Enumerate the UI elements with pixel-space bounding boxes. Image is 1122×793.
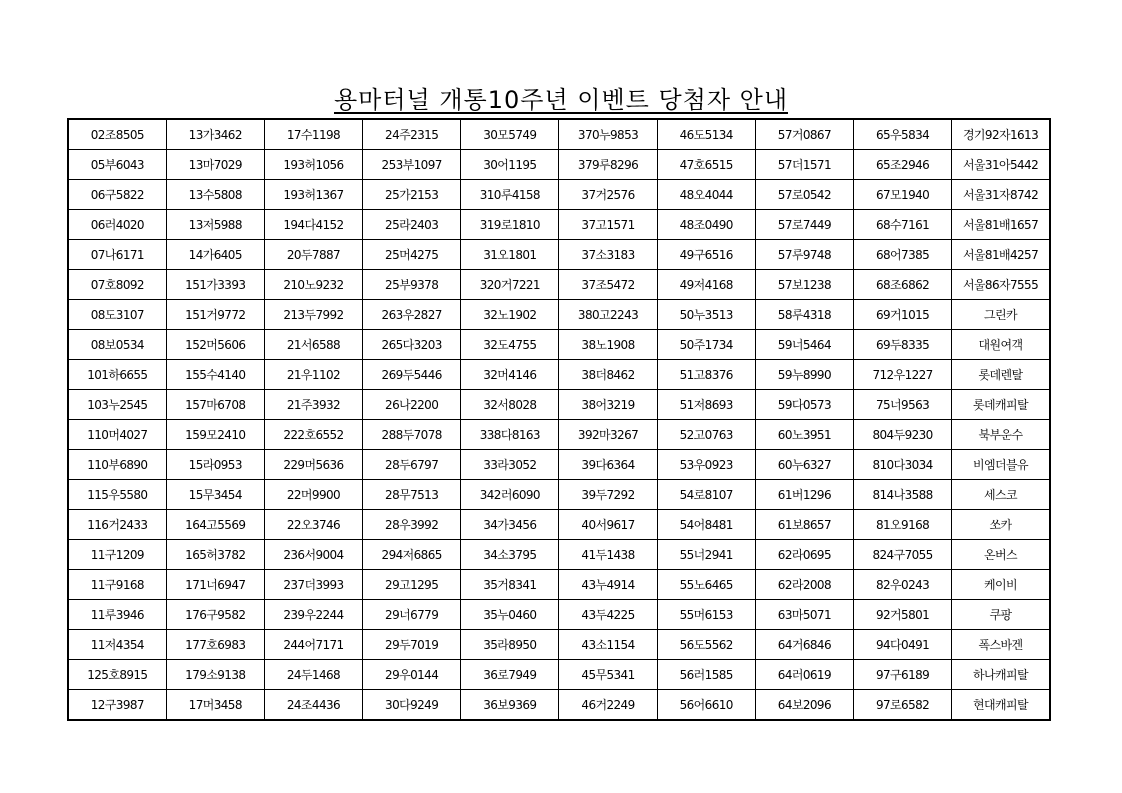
table-cell: 54어8481 (657, 510, 755, 540)
table-row (68, 630, 1050, 660)
table-cell: 103누2545 (68, 390, 166, 420)
table-cell: 194다4152 (264, 210, 362, 240)
table-cell: 177호6983 (166, 630, 264, 660)
table-cell: 97로6582 (854, 690, 952, 721)
table-cell: 392마3267 (559, 420, 657, 450)
table-cell: 경기92자1613 (952, 119, 1050, 150)
table-cell: 24주2315 (363, 119, 461, 150)
table-cell: 49저4168 (657, 270, 755, 300)
table-cell: 236서9004 (264, 540, 362, 570)
table-cell: 824구7055 (854, 540, 952, 570)
table-cell: 37소3183 (559, 240, 657, 270)
table-cell: 68조6862 (854, 270, 952, 300)
table-cell: 케이비 (952, 570, 1050, 600)
table-cell: 380고2243 (559, 300, 657, 330)
table-cell: 68어7385 (854, 240, 952, 270)
table-cell: 57로0542 (755, 180, 853, 210)
table-row (68, 300, 1050, 330)
table-cell: 34소3795 (461, 540, 559, 570)
table-cell: 64거6846 (755, 630, 853, 660)
table-cell: 48오4044 (657, 180, 755, 210)
table-cell: 57보1238 (755, 270, 853, 300)
table-row (68, 180, 1050, 210)
table-cell: 712우1227 (854, 360, 952, 390)
table-cell: 338다8163 (461, 420, 559, 450)
table-cell: 115우5580 (68, 480, 166, 510)
table-cell: 28무7513 (363, 480, 461, 510)
table-cell: 그린카 (952, 300, 1050, 330)
table-cell: 02조8505 (68, 119, 166, 150)
table-cell: 서울31아5442 (952, 150, 1050, 180)
table-cell: 60노3951 (755, 420, 853, 450)
table-row (68, 480, 1050, 510)
table-cell: 64러0619 (755, 660, 853, 690)
table-cell: 22오3746 (264, 510, 362, 540)
table-cell: 롯데렌탈 (952, 360, 1050, 390)
table-cell: 28두6797 (363, 450, 461, 480)
table-row (68, 510, 1050, 540)
table-cell: 11구1209 (68, 540, 166, 570)
table-cell: 30모5749 (461, 119, 559, 150)
table-cell: 244어7171 (264, 630, 362, 660)
table-cell: 25가2153 (363, 180, 461, 210)
table-cell: 155수4140 (166, 360, 264, 390)
table-cell: 151가3393 (166, 270, 264, 300)
table-cell: 53우0923 (657, 450, 755, 480)
table-cell: 대원여객 (952, 330, 1050, 360)
table-cell: 61버1296 (755, 480, 853, 510)
table-cell: 21서6588 (264, 330, 362, 360)
table-cell: 07호8092 (68, 270, 166, 300)
table-cell: 21우1102 (264, 360, 362, 390)
table-cell: 52고0763 (657, 420, 755, 450)
table-cell: 81오9168 (854, 510, 952, 540)
table-row (68, 600, 1050, 630)
table-cell: 07나6171 (68, 240, 166, 270)
table-cell: 165허3782 (166, 540, 264, 570)
table-cell: 35거8341 (461, 570, 559, 600)
table-cell: 65우5834 (854, 119, 952, 150)
table-cell: 57루9748 (755, 240, 853, 270)
table-row (68, 270, 1050, 300)
table-cell: 151거9772 (166, 300, 264, 330)
table-cell: 110부6890 (68, 450, 166, 480)
table-cell: 229머5636 (264, 450, 362, 480)
table-cell: 57거0867 (755, 119, 853, 150)
table-cell: 서울81배4257 (952, 240, 1050, 270)
table-cell: 24두1468 (264, 660, 362, 690)
table-cell: 50주1734 (657, 330, 755, 360)
table-row (68, 330, 1050, 360)
table-cell: 15라0953 (166, 450, 264, 480)
table-cell: 370누9853 (559, 119, 657, 150)
table-cell: 193허1367 (264, 180, 362, 210)
table-cell: 32노1902 (461, 300, 559, 330)
table-cell: 37조5472 (559, 270, 657, 300)
table-cell: 20두7887 (264, 240, 362, 270)
table-cell: 48조0490 (657, 210, 755, 240)
table-cell: 116거2433 (68, 510, 166, 540)
table-cell: 13가3462 (166, 119, 264, 150)
table-cell: 59누8990 (755, 360, 853, 390)
table-cell: 152머5606 (166, 330, 264, 360)
table-cell: 68수7161 (854, 210, 952, 240)
table-cell: 319로1810 (461, 210, 559, 240)
table-cell: 33라3052 (461, 450, 559, 480)
table-cell: 59너5464 (755, 330, 853, 360)
table-cell: 39다6364 (559, 450, 657, 480)
table-cell: 110머4027 (68, 420, 166, 450)
table-cell: 75너9563 (854, 390, 952, 420)
table-cell: 59다0573 (755, 390, 853, 420)
table-cell: 하나캐피탈 (952, 660, 1050, 690)
table-cell: 94다0491 (854, 630, 952, 660)
table-cell: 37고1571 (559, 210, 657, 240)
table-cell: 29너6779 (363, 600, 461, 630)
table-cell: 45무5341 (559, 660, 657, 690)
table-cell: 34가3456 (461, 510, 559, 540)
table-cell: 21주3932 (264, 390, 362, 420)
table-cell: 222호6552 (264, 420, 362, 450)
table-cell: 39두7292 (559, 480, 657, 510)
table-cell: 롯데캐피탈 (952, 390, 1050, 420)
table-cell: 810다3034 (854, 450, 952, 480)
table-cell: 125호8915 (68, 660, 166, 690)
table-cell: 239우2244 (264, 600, 362, 630)
table-cell: 서울81배1657 (952, 210, 1050, 240)
table-cell: 288두7078 (363, 420, 461, 450)
table-cell: 현대캐피탈 (952, 690, 1050, 721)
table-cell: 08보0534 (68, 330, 166, 360)
table-cell: 55너2941 (657, 540, 755, 570)
table-cell: 46거2249 (559, 690, 657, 721)
table-cell: 55머6153 (657, 600, 755, 630)
table-cell: 28우3992 (363, 510, 461, 540)
table-cell: 12구3987 (68, 690, 166, 721)
table-row (68, 450, 1050, 480)
table-cell: 쏘카 (952, 510, 1050, 540)
table-cell: 82우0243 (854, 570, 952, 600)
table-cell: 92거5801 (854, 600, 952, 630)
table-cell: 30어1195 (461, 150, 559, 180)
table-cell: 814나3588 (854, 480, 952, 510)
table-cell: 29두7019 (363, 630, 461, 660)
table-cell: 159모2410 (166, 420, 264, 450)
table-cell: 43두4225 (559, 600, 657, 630)
table-cell: 57더1571 (755, 150, 853, 180)
table-cell: 32서8028 (461, 390, 559, 420)
table-cell: 176구9582 (166, 600, 264, 630)
table-cell: 25라2403 (363, 210, 461, 240)
table-cell: 56어6610 (657, 690, 755, 721)
table-cell: 32머4146 (461, 360, 559, 390)
table-cell: 60누6327 (755, 450, 853, 480)
table-row (68, 360, 1050, 390)
table-cell: 50누3513 (657, 300, 755, 330)
table-cell: 269두5446 (363, 360, 461, 390)
table-cell: 06러4020 (68, 210, 166, 240)
table-row (68, 150, 1050, 180)
table-cell: 263우2827 (363, 300, 461, 330)
table-cell: 비엠더블유 (952, 450, 1050, 480)
table-cell: 36로7949 (461, 660, 559, 690)
table-cell: 25부9378 (363, 270, 461, 300)
table-cell: 310루4158 (461, 180, 559, 210)
table-row (68, 210, 1050, 240)
table-cell: 63마5071 (755, 600, 853, 630)
table-cell: 62라0695 (755, 540, 853, 570)
table-cell: 13저5988 (166, 210, 264, 240)
table-cell: 06구5822 (68, 180, 166, 210)
table-cell: 69거1015 (854, 300, 952, 330)
table-cell: 43누4914 (559, 570, 657, 600)
table-cell: 55노6465 (657, 570, 755, 600)
table-cell: 265다3203 (363, 330, 461, 360)
table-cell: 38어3219 (559, 390, 657, 420)
table-cell: 14가6405 (166, 240, 264, 270)
table-cell: 804두9230 (854, 420, 952, 450)
table-cell: 11구9168 (68, 570, 166, 600)
table-cell: 31오1801 (461, 240, 559, 270)
table-cell: 08도3107 (68, 300, 166, 330)
table-cell: 세스코 (952, 480, 1050, 510)
table-cell: 51고8376 (657, 360, 755, 390)
table-cell: 35라8950 (461, 630, 559, 660)
table-cell: 38더8462 (559, 360, 657, 390)
table-cell: 17머3458 (166, 690, 264, 721)
table-cell: 61보8657 (755, 510, 853, 540)
winners-table-body (68, 119, 1050, 720)
table-cell: 폭스바겐 (952, 630, 1050, 660)
table-cell: 13수5808 (166, 180, 264, 210)
table-cell: 56러1585 (657, 660, 755, 690)
table-cell: 41두1438 (559, 540, 657, 570)
table-row (68, 420, 1050, 450)
table-cell: 25머4275 (363, 240, 461, 270)
table-cell: 97구6189 (854, 660, 952, 690)
table-cell: 57로7449 (755, 210, 853, 240)
table-row (68, 390, 1050, 420)
table-cell: 쿠팡 (952, 600, 1050, 630)
table-cell: 32도4755 (461, 330, 559, 360)
table-cell: 253부1097 (363, 150, 461, 180)
table-cell: 22머9900 (264, 480, 362, 510)
table-cell: 29고1295 (363, 570, 461, 600)
page-title (0, 80, 1122, 115)
table-cell: 서울31자8742 (952, 180, 1050, 210)
table-cell: 36보9369 (461, 690, 559, 721)
table-cell: 379루8296 (559, 150, 657, 180)
table-cell: 11루3946 (68, 600, 166, 630)
table-cell: 49구6516 (657, 240, 755, 270)
table-cell: 56도5562 (657, 630, 755, 660)
table-cell: 서울86자7555 (952, 270, 1050, 300)
table-cell: 69두8335 (854, 330, 952, 360)
table-cell: 46도5134 (657, 119, 755, 150)
table-cell: 37거2576 (559, 180, 657, 210)
table-cell: 237더3993 (264, 570, 362, 600)
table-cell: 213두7992 (264, 300, 362, 330)
table-cell: 05부6043 (68, 150, 166, 180)
table-cell: 64보2096 (755, 690, 853, 721)
winners-table (67, 118, 1051, 721)
table-cell: 320거7221 (461, 270, 559, 300)
table-cell: 26나2200 (363, 390, 461, 420)
table-cell: 30다9249 (363, 690, 461, 721)
table-row (68, 570, 1050, 600)
table-cell: 15무3454 (166, 480, 264, 510)
table-cell: 65조2946 (854, 150, 952, 180)
table-cell: 13마7029 (166, 150, 264, 180)
table-cell: 67모1940 (854, 180, 952, 210)
table-cell: 54로8107 (657, 480, 755, 510)
table-row (68, 660, 1050, 690)
table-cell: 179소9138 (166, 660, 264, 690)
table-cell: 40서9617 (559, 510, 657, 540)
table-cell: 101하6655 (68, 360, 166, 390)
table-cell: 43소1154 (559, 630, 657, 660)
table-cell: 51저8693 (657, 390, 755, 420)
table-cell: 온버스 (952, 540, 1050, 570)
table-cell: 294저6865 (363, 540, 461, 570)
table-cell: 157마6708 (166, 390, 264, 420)
table-cell: 35누0460 (461, 600, 559, 630)
table-cell: 164고5569 (166, 510, 264, 540)
table-cell: 17수1198 (264, 119, 362, 150)
table-cell: 29우0144 (363, 660, 461, 690)
table-cell: 171너6947 (166, 570, 264, 600)
table-row (68, 240, 1050, 270)
table-cell: 62라2008 (755, 570, 853, 600)
page-title-text: 용마터널 개통10주년 이벤트 당첨자 안내 (334, 86, 788, 114)
table-cell: 북부운수 (952, 420, 1050, 450)
table-row (68, 540, 1050, 570)
table-cell: 210노9232 (264, 270, 362, 300)
table-row (68, 690, 1050, 721)
table-cell: 38노1908 (559, 330, 657, 360)
table-cell: 11저4354 (68, 630, 166, 660)
table-cell: 47호6515 (657, 150, 755, 180)
table-cell: 193허1056 (264, 150, 362, 180)
table-cell: 342러6090 (461, 480, 559, 510)
table-row (68, 119, 1050, 150)
table-cell: 24조4436 (264, 690, 362, 721)
table-cell: 58루4318 (755, 300, 853, 330)
